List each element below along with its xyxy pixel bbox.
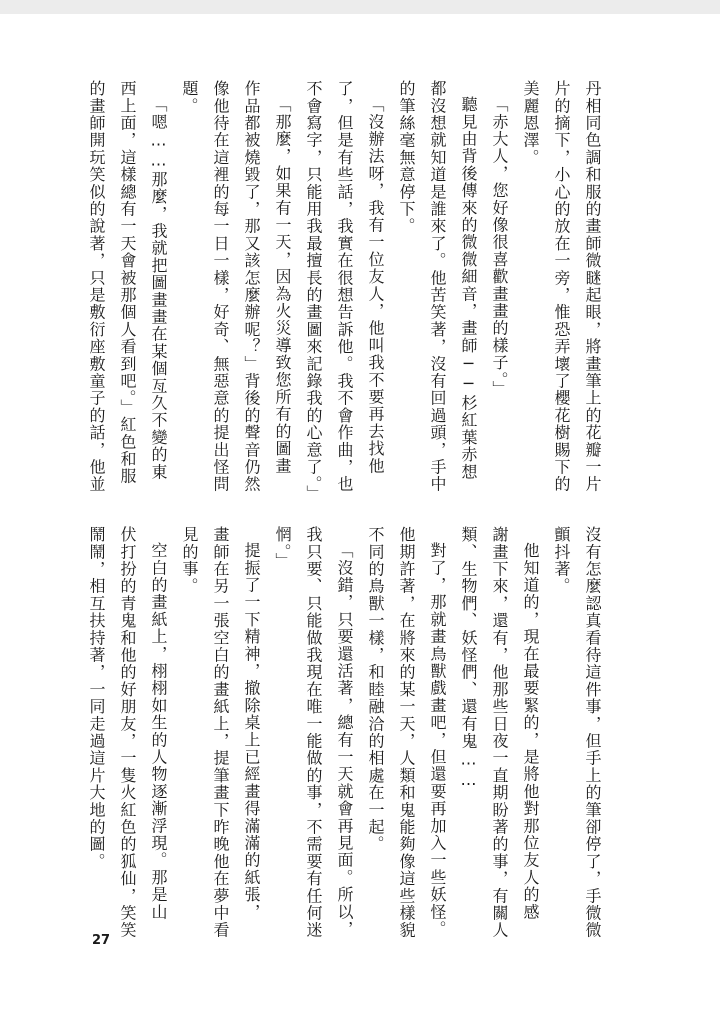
text-line: 美麗恩澤。 — [521, 80, 540, 166]
text-line: 沒有怎麼認真看待這件事，但手上的筆卻停了，手微微 — [583, 526, 602, 939]
text-line: 謝畫下來，還有，他那些日夜一直期盼著的事，有關人 — [490, 526, 509, 939]
text-line: 顫抖著。 — [552, 526, 571, 595]
text-line: 像他待在這裡的每一日一樣，好奇、無惡意的提出怪問 — [211, 80, 230, 493]
top-toolbar-strip — [0, 0, 720, 14]
text-line: 對了，那就畫鳥獸戲畫吧，但還要再加入一些妖怪。 — [428, 542, 447, 938]
text-line: 西上面，這樣總有一天會被那個人看到吧。」紅色和服 — [118, 80, 137, 485]
text-line: 「嗯……那麼，我就把圖畫畫在某個亙久不變的東 — [149, 96, 168, 481]
text-line: 「沒錯，只要還活著，總有一天就會再見面。所以， — [335, 542, 354, 938]
text-line: 畫師在另一張空白的畫紙上，提筆畫下昨晚他在夢中看 — [211, 526, 230, 939]
text-line: 伏打扮的青鬼和他的好朋友，一隻火紅色的狐仙，笑笑 — [118, 526, 137, 939]
text-line: 都沒想就知道是誰來了。他苦笑著，沒有回過頭，手中 — [428, 80, 447, 493]
text-line: 惘。」 — [273, 526, 292, 570]
text-line: 作品都被燒毀了，那又該怎麼辦呢？」背後的聲音仍然 — [242, 80, 261, 493]
text-line: 類、生物們、妖怪們、還有鬼…… — [459, 526, 478, 790]
text-line: 不會寫字，只能用我最擅長的畫圖來記錄我的心意了。」 — [304, 80, 323, 502]
text-line: 他知道的，現在最要緊的，是將他對那位友人的感 — [521, 542, 540, 921]
lower-text-block — [81, 526, 608, 946]
text-line: 的筆絲毫無意停下。 — [397, 80, 416, 235]
text-line: 不同的鳥獸一樣，和睦融洽的相處在一起。 — [366, 526, 385, 853]
text-line: 了，但是有些話，我實在很想告訴他。我不會作曲，也 — [335, 80, 354, 493]
text-line: 片的摘下，小心的放在一旁，惟恐弄壞了櫻花樹賜下的 — [552, 80, 571, 493]
text-line: 「赤大人，您好像很喜歡畫畫的樣子。」 — [490, 96, 509, 398]
text-line: 題。 — [180, 80, 199, 115]
text-line: 「那麼，如果有一天，因為火災導致您所有的圖畫 — [273, 96, 292, 475]
page-number: 27 — [92, 933, 111, 948]
upper-text-block — [81, 80, 608, 500]
text-line: 丹相同色調和服的畫師微瞇起眼，將畫筆上的花瓣一片 — [583, 80, 602, 493]
text-line: 我只要、只能做我現在唯一能做的事，不需要有任何迷 — [304, 526, 323, 939]
text-line: 的畫師開玩笑似的說著，只是敷衍座敷童子的話，他並 — [87, 80, 106, 493]
text-line: 他期許著，在將來的某一天，人類和鬼能夠像這些樣貌 — [397, 526, 416, 939]
text-line: 聽見由背後傳來的微微細音，畫師──杉紅葉赤想 — [459, 96, 478, 481]
text-line: 鬧鬧，相互扶持著，一同走過這片大地的圖。 — [87, 526, 106, 870]
text-line: 空白的畫紙上，栩栩如生的人物逐漸浮現。那是山 — [149, 542, 168, 921]
text-line: 「沒辦法呀，我有一位友人，他叫我不要再去找他 — [366, 96, 385, 475]
text-line: 見的事。 — [180, 526, 199, 595]
text-line: 提振了一下精神，撤除桌上已經畫得滿滿的紙張， — [242, 542, 261, 921]
